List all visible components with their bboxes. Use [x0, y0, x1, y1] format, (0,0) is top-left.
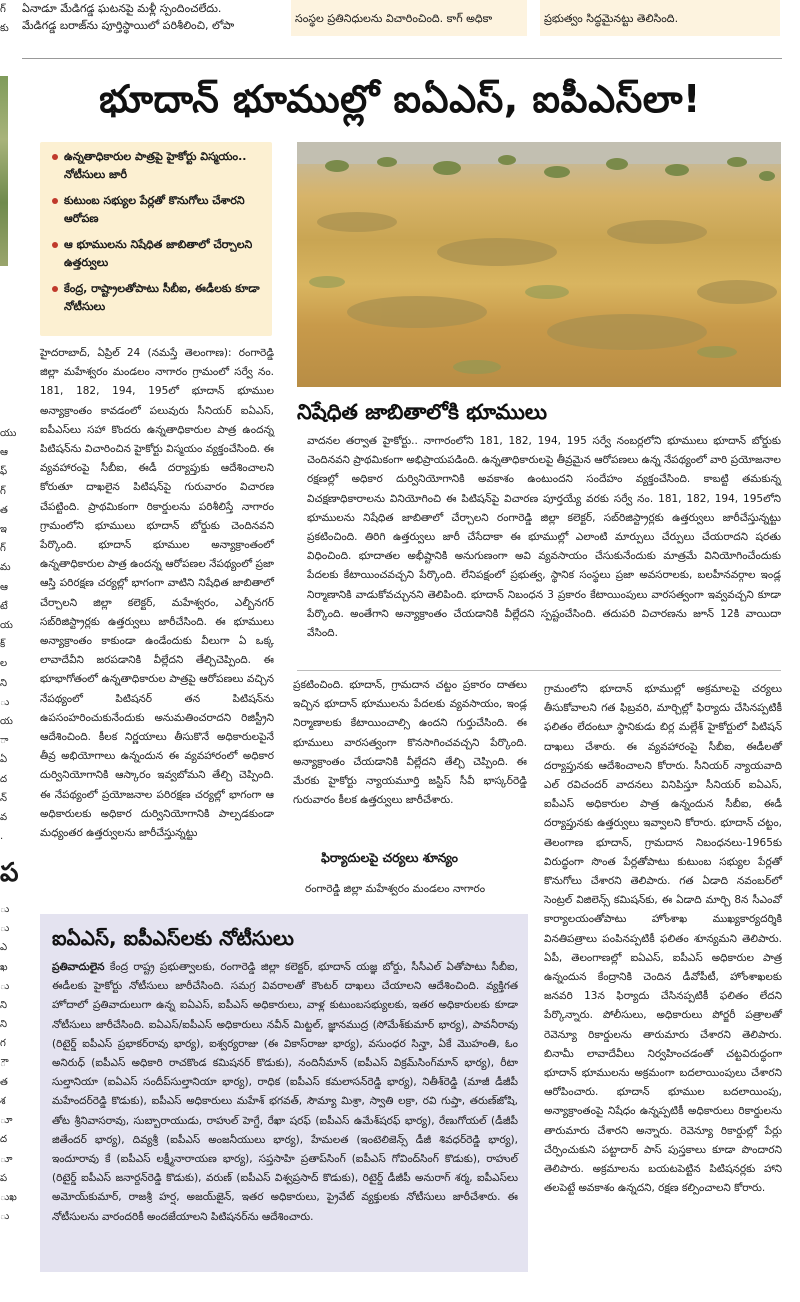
notices-heading: ఐఏఎస్‌, ఐపీఎస్‌లకు నోటీసులు [52, 926, 294, 950]
prohibited-divider [297, 670, 781, 671]
notices-body [52, 958, 518, 1266]
top-fragment-col3-box [540, 0, 780, 36]
top-fragment-col1: ఏనాడూ మేడిగడ్డ ఘటనపై మళ్లీ స్పందించలేదు. మేడిగడ్డ బరాజ్‌ను పూర్తిస్థాయిలో పరిశీలించి, లోపా [22, 2, 235, 32]
highlight-item: ఆ భూములను నిషేధిత జాబితాలో చేర్చాలని ఉత్తర్వులు [50, 236, 266, 272]
article-column-2 [293, 676, 527, 830]
highlight-item: కుటుంబ సభ్యుల పేర్లతో కొనుగోలు చేశారని ఆరోపణ [50, 192, 266, 228]
land-photo [297, 142, 781, 387]
prohibited-text: వాదనల తర్వాత హైకోర్టు.. నాగారంలోని 181, 182, 194, 195 సర్వే నంబర్లలోని భూములు భూదాన్‌ బోర్డుకు చెందినవని ప్రాథమికంగా అభిప్రాయపడింది. ఉన్నతాధికారులపై తీవ్రమైన ఆరోపణలు ఉన్న నేపథ్యంలో వారి ప్రయోజనాల రక్షణల్లో అధికార దుర్వినియోగానికి అవకాశం ఉంటుందని సందేహం వ్యక్తంచేసింది. కాబట్టి తమకున్న విచక్షణాధికారాలను వినియోగించి ఈ పిటిషన్‌పై విచారణ పూర్తయ్యే వరకు సర్వే నం. 181, 182, 194, 195లోని భూములను నిషేధిత జాబితాలో చేర్చాలని రంగారెడ్డి జిల్లా కలెక్టర్‌, సబ్‌రిజిస్ట్రార్లకు ఉత్తర్వులు జారీచేస్తున్నట్టు ప్రకటించింది. తిరిగి ఉత్తర్వులు జారీ చేసేదాకా ఈ భూముల్లో ఎలాంటి మార్పులు చేర్పులు చేయరాదని షరతు విధించింది. భూదాతల అభీష్టానికి అనుగుణంగా అవి వ్యవసాయం చేసుకునేందుకు మాత్రమే వినియోగించేందుకు పేదలకు కేటాయించవచ్చని పేర్కొంది. లేనిపక్షంలో ప్రభుత్వ, స్థానిక సంస్థలు ప్రజా అవసరాలకు, బలహీనవర్గాల ఇండ్ల నిర్మాణానికి వాడుకోవచ్చునని తెలిపింది. భూదాన్‌ నిబంధన 3 ప్రకారం కేటాయింపులు వారసత్వంగా ఇవ్వవచ్చని కూడా పేర్కొంది. అంతేగాని అన్యాక్రాంతం చేయడానికి వీల్లేదని స్పష్టంచేసింది. తదుపరి విచారణను జూన్‌ 12కి వాయిదా వేసింది. [307, 435, 781, 640]
left-edge-big-char: ప [0, 858, 19, 888]
left-edge-text: యు ఆ ఫ్ గ్ త ఇ గ్ మ ఆ టే య క్ ల ని ు య ా ఏ ద న్ వ . [0, 428, 17, 843]
prohibited-body-box [297, 432, 781, 666]
highlight-item: ఉన్నతాధికారుల పాత్రపై హైకోర్టు విస్మయం.. నోటీసులు జారీ [50, 148, 266, 184]
highlights-box [40, 142, 272, 336]
top-divider [22, 58, 782, 59]
article-text: ప్రకటించింది. భూదాన్‌, గ్రామదాన చట్టం ప్రకారం దాతలు ఇచ్చిన భూదాన్‌ భూములను పేదలకు వ్యవసాయం, ఇండ్ల నిర్మాణాలకు కేటాయించాల్సి ఉందని గుర్తుచేసింది. ఈ భూములు వారసత్వంగా కొనసాగించవచ్చని పేర్కొంది. అన్యాక్రాంతం చేయడానికి వీల్లేదని తేల్చి చెప్పింది. ఈ మేరకు హైకోర్టు న్యాయమూర్తి జస్టిస్‌ సీవీ భాస్కర్‌రెడ్డి గురువారం కీలక ఉత్తర్వులు జారీచేశారు. [293, 679, 527, 807]
article-column-1 [40, 344, 274, 896]
notices-lead: ప్రతివాదులైన [52, 961, 105, 973]
highlight-item: కేంద్ర, రాష్ట్రాలతోపాటు సీబీఐ, ఈడీలకు కూడా నోటీసులు [50, 280, 266, 316]
land-photo-graphic [297, 142, 781, 387]
top-fragment-col2-box [291, 0, 527, 36]
left-edge-top: గ్ కు [0, 4, 9, 35]
adjacent-photo-edge [0, 76, 8, 266]
headline: భూదాన్‌ భూముల్లో ఐఏఎస్‌, ఐపీఎస్‌లా! [99, 77, 701, 121]
article-text: గ్రామంలోని భూదాన్‌ భూముల్లో అక్రమాలపై చర్యలు తీసుకోవాలని గత ఫిబ్రవరి, మార్చిల్లో ఫిర్యాదు చేసినప్పటికీ ఫలితం లేదంటూ స్థానికుడు బిర్ల మల్లేశ్‌ హైకోర్టులో పిటిషన్‌ దాఖలు చేశారు. ఈ వ్యవహారంపై సీబీఐ, ఈడీలతో దర్యాప్తునకు ఆదేశించాలని కోరారు. సీనియర్‌ న్యాయవాది ఎల్‌ రవిచందర్‌ వాదనలు వినిపిస్తూ సీనియర్‌ ఐఏఎస్‌, ఐపీఎస్‌ అధికారుల పాత్ర ఉన్నందున సీబీఐ, ఈడీ దర్యాప్తునకు ఉత్తర్వులు ఇవ్వాలని కోరారు. భూదాన్‌ చట్టం, తెలంగాణ భూదాన్‌, గ్రామదాన నిబంధనలు-1965కు విరుద్ధంగా సొంత పేర్లతోపాటు కుటుంబ సభ్యుల పేర్లతో కొనుగోలు చేశారని తెలిపారు. గత ఏడాది నవంబర్‌లో సెంట్రల్‌ విజిలెన్స్‌ కమిషన్‌కు, ఈ ఏడాది మార్చి 8న సీఎంవో కార్యాలయంతోపాటు హోంశాఖ ముఖ్యకార్యదర్శికి వినతిపత్రాలు పంపినప్పటికీ ఫలితం శూన్యమని తెలిపారు. ఏపీ, తెలంగాణల్లో ఐఏఎస్‌, ఐపీఎస్‌ అధికారుల పాత్ర ఉన్నందున కేంద్రానికి చెందిన డీవోపీటీ, హోంశాఖలకు జనవరి 13న ఫిర్యాదు చేసినప్పటికీ ఫలితం లేదని పేర్కొన్నారు. పోలీసులు, అధికారులు పోర్జరీ పత్రాలతో రెవెన్యూ రికార్డులను తారుమారు చేశారని తెలిపారు. బినామీ లావాదేవీలు నిర్వహించడంతో చట్టవిరుద్ధంగా భూదాన్‌ భూములను అక్రమంగా బదలాయింపులు చేశారని ఆరోపించారు. భూదాన్‌ భూముల బదలాయింపు, అన్యాక్రాంతంపై నిషేధం ఉన్నప్పటికీ అధికారులు రికార్డులను తారుమారు చేశారని అన్నారు. రెవెన్యూ రికార్డుల్లో పేర్లు చేర్పించుకుని పట్టాదార్‌ పాస్‌ పుస్తకాలు కూడా పొందారని తెలిపారు. అక్రమాలను బయటపెట్టిన పిటిషనర్లకు హాని తలపెట్టే అవకాశం ఉన్నదని, రక్షణ కల్పించాలని కోరారు. [544, 683, 782, 1195]
article-text: రంగారెడ్డి జిల్లా మహేశ్వరం మండలం నాగారం [305, 883, 486, 895]
top-fragment-col2: సంస్థల ప్రతినిధులను విచారించింది. కాగ్‌ అధికా [295, 12, 493, 25]
top-fragment-col3: ప్రభుత్వం సిద్ధమైనట్టు తెలిసింది. [544, 12, 679, 25]
article-column-3 [544, 680, 782, 1292]
subhead-prohibited-list: నిషేధిత జాబితాలోకి భూములు [297, 400, 548, 424]
notices-text: కేంద్ర రాష్ట్ర ప్రభుత్వాలకు, రంగారెడ్డి జిల్లా కలెక్టర్‌, భూదాన్‌ యజ్ఞ బోర్డు, సీసీఎల్‌ ఏతోపాటు సీబీఐ, ఈడీలకు హైకోర్టు నోటీసులు జారీచేసింది. సమగ్ర వివరాలతో కౌంటర్‌ దాఖలు చేయాలని ఆదేశించింది. వ్యక్తిగత హోదాలో ప్రతివాదులుగా ఉన్న ఐఏఎస్‌, ఐపీఎస్‌ అధికారులు, వాళ్ల కుటుంబసభ్యులకు, ఇతర అధికారులకు కూడా నోటీసులు జారీచేసింది. ఐఏఎస్‌/ఐపీఎస్‌ అధికారులు నవీన్‌ మిట్టల్‌, జ్ఞానముద్ర (సోమేశ్‌కుమార్‌ భార్య), పావనీరావు (రిటైర్డ్‌ ఐపీఎస్‌ ప్రభాకర్‌రావు భార్య), ఐశ్వర్యరాజు (ఈ వికాస్‌రాజు భార్య), వసుంధర సిన్హా, ఏకే మొహంతి, ఓం అనిరుధ్‌ (ఐపీఎస్‌ అధికారి రాచకొండ కమిషనర్‌ కొడుకు), నందినీమాన్‌ (ఐపీఎస్‌ విక్రమ్‌సింగ్‌మాన్‌ భార్య), రీటా సుల్తానియా (ఐఏఎస్‌ సందీప్‌సుల్తానియా భార్య), రాధిక (ఐపీఎస్‌ కమలాసన్‌రెడ్డి భార్య), నితీశ్‌రెడ్డి (మాజీ డీజీపీ మహేందర్‌రెడ్డి కొడుకు), ఐపీఎస్‌ అధికారులు మహేశ్‌ భగవత్‌, సౌమ్యా మిశ్రా, స్వాతి లక్రా, రవి గుప్తా, తరుణ్‌జోషి, తోట శ్రీనివాసరావు, సుబ్బారాయుడు, రాహుల్‌ హెగ్డే, రేఖా షరఫ్‌ (ఐపీఎస్‌ ఉమేశ్‌షరఫ్‌ భార్య), రేణుగోయల్‌ (డీజీపీ జితేందర్‌ భార్య), దివ్యశ్రీ (ఐపీఎస్‌ అంజనీయులు భార్య), హేమలత (ఇంటెలిజెన్స్‌ డీజీ శివధర్‌రెడ్డి భార్య), ఇందూరావు కే (ఐపీఎస్‌ లక్ష్మీనారాయణ భార్య), సప్తసాహి ప్రతాప్‌సింగ్‌ (ఐపీఎస్‌ గోవింద్‌సింగ్‌ కొడుకు), రాహుల్‌ (రిటైర్డ్‌ ఐపీఎస్‌ జనార్దన్‌రెడ్డి కొడుకు), వరుణ్‌ (ఐపీఎస్‌ విశ్వప్రసాద్‌ కొడుకు), రిటైర్డ్‌ డీజీపీ అనురాగ్‌ శర్మ, ఐపీఎస్‌లు అమోయ్‌కుమార్‌, రాజశ్రీ హర్ష, అజయ్‌జైన్‌, ఇతర అధికారులు, ప్రైవేట్‌ వ్యక్తులకు నోటీసులు జారీచేశారు. ఈ నోటీసులను వారందరికీ అందజేయాలని పిటిషనర్‌ను ఆదేశించారు. [52, 961, 518, 1223]
article-text: హైదరాబాద్‌, ఏప్రిల్‌ 24 (నమస్తే తెలంగాణ): రంగారెడ్డి జిల్లా మహేశ్వరం మండలం నాగారం గ్రామంలో సర్వే నం. 181, 182, 194, 195లో భూదాన్‌ భూముల అన్యాక్రాంతం కావడంలో పలువురు సీనియర్‌ ఐఏఎస్‌, ఐపీఎస్‌లు సహా కొందరు ఉన్నతాధికారుల పాత్ర ఉందన్న పిటిషన్‌ను విచారించిన హైకోర్టు విస్మయం వ్యక్తంచేసింది. ఈ వ్యవహారంపై సీబీఐ, ఈడీ దర్యాప్తుకు ఆదేశించాలని కోరుతూ దాఖలైన పిటిషన్‌పై గురువారం విచారణ చేపట్టింది. ప్రాథమికంగా రికార్డులను పరిశీలిస్తే నాగారం గ్రామంలోని భూములు భూదాన్‌ బోర్డుకు చెందినవని పేర్కొంది. భూదాన్‌ భూముల అన్యాక్రాంతంలో ఉన్నతాధికారుల పాత్ర ఉందన్న ఆరోపణల నేపథ్యంలో ప్రజా ఆస్తి పరిరక్షణ చర్యల్లో భాగంగా వాటిని నిషేధిత జాబితాలో చేర్చాలని జిల్లా కలెక్టర్‌, మహేశ్వరం, ఎల్బీనగర్‌ సబ్‌రిజిస్ట్రార్లకు ఉత్తర్వులు జారీచేసింది. ఈ భూములు అన్యాక్రాంతం కాకుండా ఉండేందుకు వీలుగా ఏ ఒక్క లావాదేవీని జరపడానికి వీల్లేదని తేల్చిచెప్పింది. ఈ భూభాగోతంలో ఉన్నతాధికారుల పాత్రపై ఆరోపణలు వచ్చిన నేపథ్యంలో పిటిషనర్‌ తన పిటిషన్‌ను ఉపసంహరించుకునేందుకు అనుమతించరాదని రిజిస్ట్రీని ఆదేశించింది. కీలక నిర్ణయాలు తీసుకొనే అధికారులపైనే తీవ్ర అభియోగాలు ఉన్నందున ఈ వ్యవహారంలో అధికార దుర్వినియోగానికి ఆస్కారం ఇవ్వబోమని తేల్చి చెప్పింది. ఈ నేపథ్యంలో ప్రయోజనాల పరిరక్షణ చర్యల్లో భాగంగా ఆ అధికారులకు అధికార దుర్వినియోగానికి పాల్పడకుండా మధ్యంతర ఉత్తర్వులను జారీచేస్తున్నట్టు [40, 347, 274, 840]
left-edge-text-lower: ు ు ఎ ఖ ు ని ని గ ౌ త శ ూ ద ూ ప ుఖ ు [0, 904, 17, 1223]
notices-box [40, 914, 528, 1272]
subhead-complainants: ఫిర్యాదులపై చర్యలు శూన్యం [321, 850, 459, 865]
